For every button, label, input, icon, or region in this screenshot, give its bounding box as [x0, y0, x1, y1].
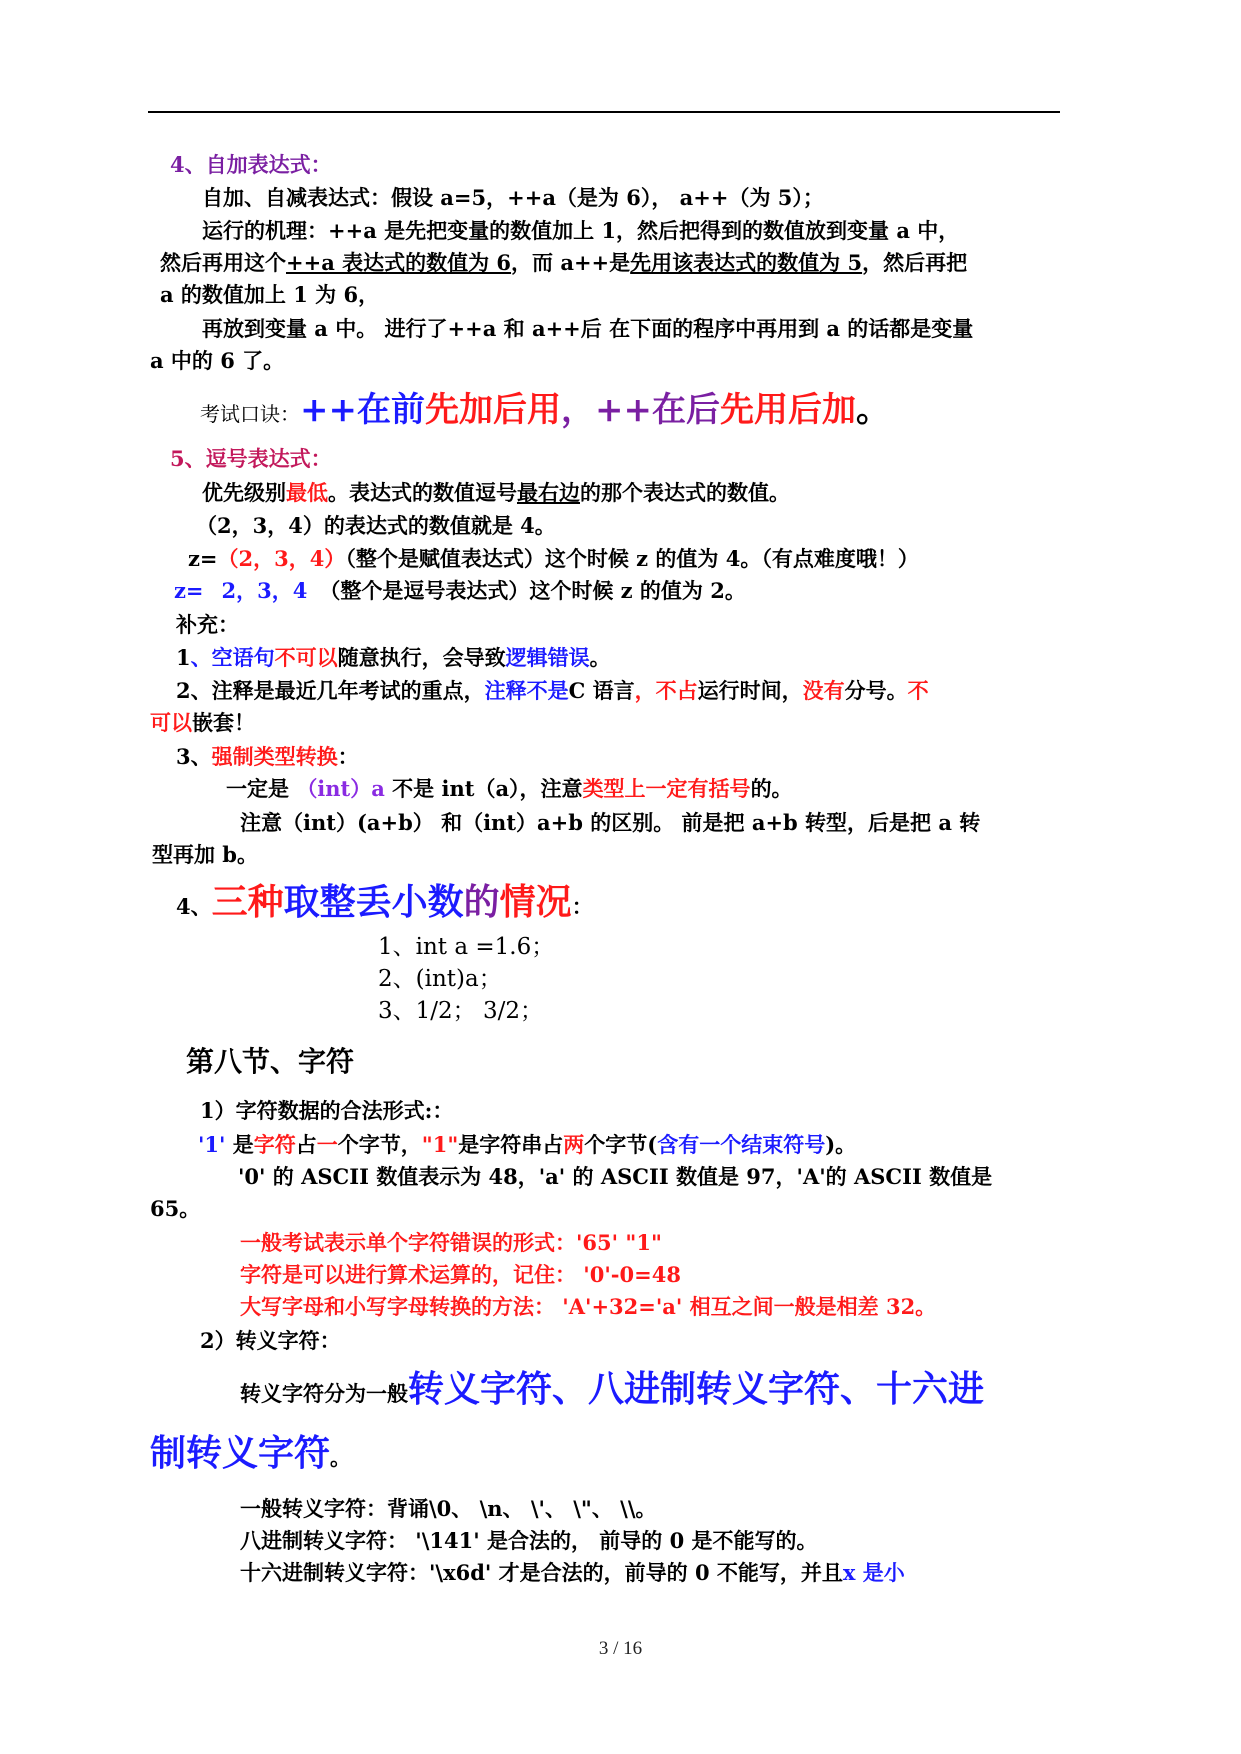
text: 字符	[253, 1132, 296, 1157]
text: 优先级别	[202, 480, 286, 505]
page-number: 3 / 16	[598, 1638, 643, 1659]
paragraph: 再放到变量 a 中。 进行了++a 和 a++后 在下面的程序中再用到 a 的话都是变量	[202, 316, 974, 341]
text: 没有	[802, 678, 845, 703]
paragraph: a 中的 6 了。	[150, 348, 285, 373]
text: z=	[174, 578, 204, 603]
text: ：	[337, 744, 359, 769]
mnemonic-part: 。	[855, 390, 890, 430]
text: 注释不是	[484, 678, 569, 703]
text: 可以	[150, 710, 192, 735]
paragraph: 2）转义字符：	[200, 1328, 341, 1353]
paragraph	[188, 544, 919, 574]
mnemonic-part: 先用后加	[719, 390, 856, 430]
text: 是	[232, 1132, 254, 1157]
note-red: 字符是可以进行算术运算的，记住： '0'-0=48	[240, 1262, 681, 1287]
mnemonic-part: 先加后用	[424, 390, 561, 430]
underlined-text: ++a 表达式的数值为 6	[286, 250, 512, 275]
text: 的那个表达式的数值。	[580, 480, 790, 505]
paragraph	[160, 248, 967, 278]
text: 一定是	[226, 776, 297, 801]
text: 个字节，	[337, 1132, 422, 1157]
text: ：	[571, 894, 593, 919]
list-item	[176, 676, 929, 706]
text: （int）a	[296, 776, 385, 801]
text: 然后再用这个	[160, 250, 286, 275]
paragraph	[240, 1558, 905, 1588]
text: 分号。	[844, 678, 908, 703]
mnemonic-part: ，	[560, 390, 595, 430]
list-item	[176, 742, 359, 772]
exam-mnemonic	[200, 392, 890, 432]
text: （整个是赋值表达式）这个时候 z 的值为 4。（有点难度哦！）	[345, 546, 919, 571]
list-item	[176, 643, 611, 673]
mnemonic-part: ++在前	[300, 390, 425, 430]
text: 不可以	[274, 645, 338, 670]
supplement-label: 补充：	[176, 612, 239, 637]
text: 、空语句	[190, 645, 275, 670]
text: 两	[563, 1132, 585, 1157]
text: 取整丢小数	[283, 881, 464, 923]
text: 转义字符分为一般	[240, 1381, 408, 1406]
paragraph: '0' 的 ASCII 数值表示为 48，'a' 的 ASCII 数值是 97，'A'的 ASCII 数值是	[238, 1164, 993, 1189]
text: 转义字符、八进制转义字符、十六进	[408, 1368, 985, 1410]
text: 一	[316, 1132, 338, 1157]
text: 1	[176, 645, 191, 670]
text: 最低	[286, 480, 328, 505]
text: 。表达式的数值逗号	[328, 480, 517, 505]
mnemonic-part: ++在后	[594, 390, 720, 430]
text: 的。	[750, 776, 793, 801]
text: 2、注释是最近几年考试的重点，	[176, 678, 485, 703]
paragraph-escape-continued	[150, 1430, 351, 1481]
text: 是字符串占	[458, 1132, 564, 1157]
text: 逻辑错误	[505, 645, 590, 670]
text: 含有一个结束符号	[657, 1132, 826, 1157]
section-heading-increment: 4、自加表达式：	[170, 152, 332, 177]
text: 类型上一定有括号	[582, 776, 751, 801]
mnemonic-label: 考试口诀：	[200, 402, 300, 426]
text: 强制类型转换	[211, 744, 338, 769]
paragraph: 型再加 b。	[152, 842, 258, 867]
paragraph	[202, 478, 790, 508]
text: 情况	[499, 881, 572, 923]
text: 占	[295, 1132, 317, 1157]
text: 不	[907, 678, 929, 703]
text: （2，3，4）	[217, 546, 346, 571]
text: ，不占	[634, 678, 698, 703]
text: '1'	[198, 1132, 233, 1157]
code-example: 2、(int)a；	[378, 966, 502, 992]
paragraph: 1）字符数据的合法形式:：	[200, 1098, 454, 1123]
text: 的	[463, 881, 500, 923]
list-item-rounding	[176, 880, 593, 929]
text: 制转义字符	[150, 1432, 331, 1474]
text: 三种	[211, 881, 284, 923]
paragraph-escape	[240, 1366, 984, 1417]
text: ，然后再把	[862, 250, 968, 275]
paragraph: 65。	[150, 1196, 201, 1221]
underlined-text: 最右边	[517, 480, 580, 505]
text: 个字节(	[584, 1132, 658, 1157]
text: z=	[188, 546, 218, 571]
text: 。	[589, 645, 611, 670]
section-heading-comma: 5、逗号表达式：	[170, 446, 332, 471]
text: 4、	[176, 894, 212, 919]
text: 嵌套！	[192, 710, 255, 735]
text: 3、	[176, 744, 212, 769]
note-red: 大写字母和小写字母转换的方法： 'A'+32='a' 相互之间一般是相差 32。	[240, 1294, 937, 1319]
paragraph: 运行的机理：++a 是先把变量的数值加上 1，然后把得到的数值放到变量 a 中，	[202, 218, 960, 243]
text: "1"	[421, 1132, 459, 1157]
text: 2，3，4	[221, 578, 308, 603]
paragraph	[198, 1130, 856, 1160]
paragraph: a 的数值加上 1 为 6，	[160, 282, 380, 307]
paragraph: （2，3，4）的表达式的数值就是 4。	[196, 513, 556, 538]
text: ，而 a++是	[511, 250, 631, 275]
section-title-chars: 第八节、字符	[186, 1045, 355, 1078]
code-example: 3、1/2； 3/2；	[378, 998, 543, 1024]
text: x 是小	[842, 1560, 905, 1585]
text: )。	[825, 1132, 857, 1157]
header-rule	[148, 111, 1060, 113]
paragraph: 自加、自减表达式：假设 a=5，++a（是为 6）， a++（为 5）；	[202, 185, 824, 210]
text: （整个是逗号表达式）这个时候 z 的值为 2。	[319, 578, 746, 603]
note-red: 一般考试表示单个字符错误的形式：'65' "1"	[240, 1230, 662, 1255]
code-example: 1、int a =1.6；	[378, 934, 555, 960]
underlined-text: 先用该表达式的数值为 5	[630, 250, 863, 275]
paragraph: 注意（int）(a+b） 和（int）a+b 的区别。 前是把 a+b 转型，后是把 a 转	[240, 810, 981, 835]
paragraph	[226, 774, 793, 804]
text: 运行时间，	[697, 678, 803, 703]
text: 十六进制转义字符：'\x6d' 才是合法的，前导的 0 不能写，并且	[240, 1560, 843, 1585]
text: C 语言	[568, 678, 635, 703]
list-item-continued	[150, 708, 255, 738]
text: 随意执行，会导致	[337, 645, 506, 670]
paragraph	[174, 576, 746, 606]
paragraph: 八进制转义字符： '\141' 是合法的， 前导的 0 是不能写的。	[240, 1528, 818, 1553]
text: 不是 int（a），注意	[384, 776, 583, 801]
paragraph: 一般转义字符：背诵\0、 \n、 \'、 \"、 \\。	[240, 1496, 657, 1521]
text: 。	[330, 1445, 352, 1470]
